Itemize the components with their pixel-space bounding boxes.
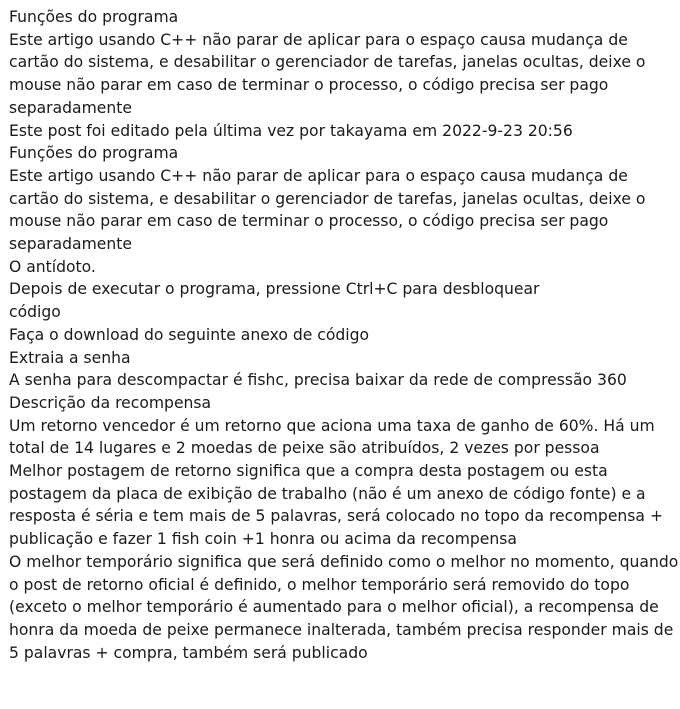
password-heading: Extraia a senha — [9, 348, 131, 367]
code-heading: código — [9, 303, 61, 322]
edit-notice: Este post foi editado pela última vez por takayama em 2022-9-23 20:56 — [9, 121, 573, 140]
section-heading-features-repeat: Funções do programa — [9, 144, 179, 163]
password-instruction: A senha para descompactar é fishc, precisa baixar da rede de compressão 360 — [9, 371, 627, 390]
reward-best-reply: Melhor postagem de retorno significa que a compra desta postagem ou esta postagem da placa de exibição de trabalho (não é um anexo de código fonte) e a resposta é séria e tem mais de 5 palavras, será colocado no topo da recompensa + publicação e fazer 1 fish coin +1 honra ou acima da recompensa — [9, 462, 664, 549]
reward-heading: Descrição da recompensa — [9, 393, 212, 412]
paragraph-description-repeat: Este artigo usando C++ não parar de aplicar para o espaço causa mudança de cartão do sistema, e desabilitar o gerenciador de tarefas, janelas ocultas, deixe o mouse não parar em caso de terminar o processo, o código precisa ser pago separadamente — [9, 166, 646, 254]
download-instruction: Faça o download do seguinte anexo de código — [9, 325, 370, 344]
section-heading-features: Funções do programa — [9, 8, 179, 26]
reward-winning-reply: Um retorno vencedor é um retorno que aciona uma taxa de ganho de 60%. Há um total de 14 lugares e 2 moedas de peixe são atribuídos, 2 vezes por pessoa — [9, 416, 655, 458]
antidote-instruction: Depois de executar o programa, pressione Ctrl+C para desbloquear — [9, 280, 540, 299]
reward-temporary-best: O melhor temporário significa que será definido como o melhor no momento, quando o post de retorno oficial é definido, o melhor temporário será removido do topo (exceto o melhor temporário é aumentado para o melhor oficial), a recompensa de honra da moeda de peixe permanece inalterada, também precisa responder mais de 5 palavras + compra, também será publicado — [9, 552, 679, 662]
antidote-heading: O antídoto. — [9, 257, 96, 276]
paragraph-description: Este artigo usando C++ não parar de aplicar para o espaço causa mudança de cartão do sistema, e desabilitar o gerenciador de tarefas, janelas ocultas, deixe o mouse não parar em caso de terminar o processo, o código precisa ser pago separadamente — [9, 30, 646, 117]
